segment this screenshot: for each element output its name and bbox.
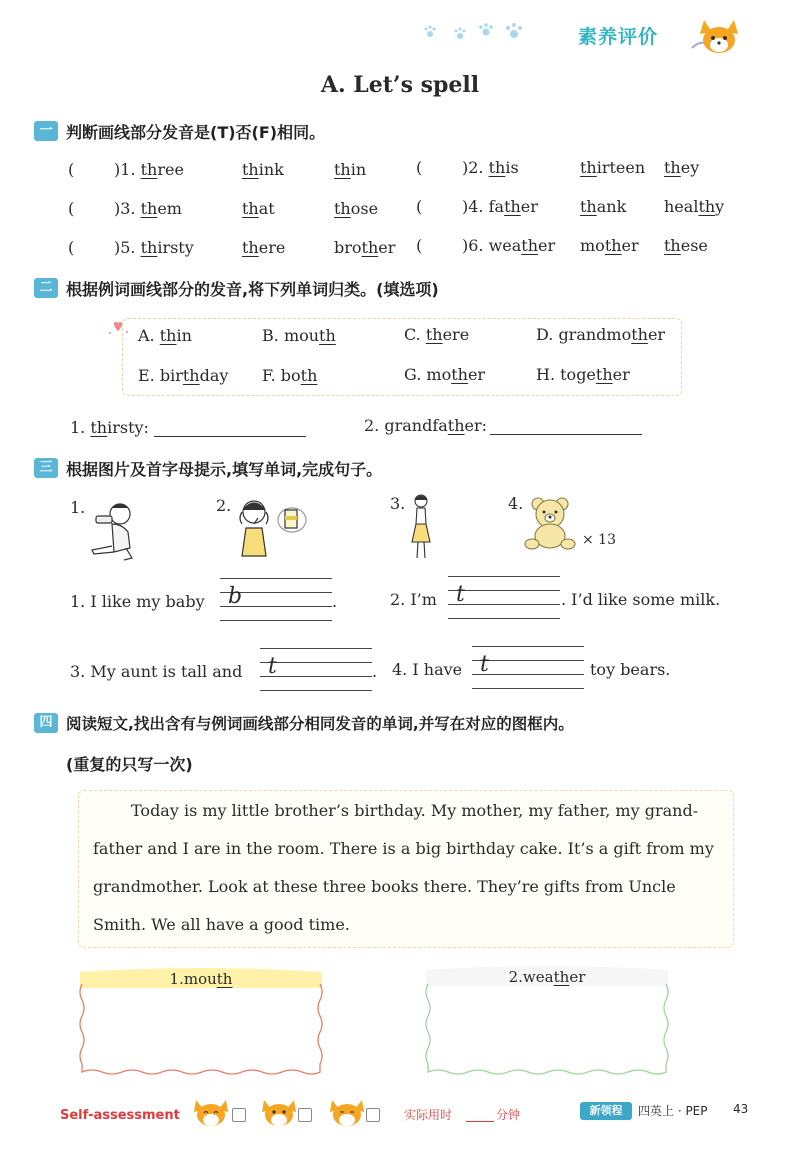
section-4-badge: 四 <box>34 713 58 733</box>
section-1-instruction: 判断画线部分发音是(T)否(F)相同。 <box>66 123 326 142</box>
compare-word: thin <box>334 160 367 179</box>
compare-word: those <box>334 199 379 218</box>
time-used-label: 实际用时 <box>404 1108 453 1122</box>
question-item: )2. this <box>462 158 519 177</box>
question-item: )1. three <box>114 160 184 179</box>
bear-count-label: × 13 <box>582 532 616 548</box>
time-used-blank[interactable] <box>466 1121 494 1122</box>
publisher-badge: 新领程 <box>580 1102 632 1120</box>
compare-word: thank <box>580 197 627 216</box>
fox-face-icon <box>260 1098 298 1128</box>
answer-box-mouth[interactable] <box>76 962 326 1078</box>
teddy-bear-picture <box>524 496 580 552</box>
answer-blank-1[interactable] <box>154 436 306 437</box>
passage-line-2: father and I are in the room. There is a big birthday cake. It’s a gift from my <box>93 839 714 858</box>
answer-paren[interactable]: ( <box>68 160 75 179</box>
answer-paren[interactable]: ( <box>416 236 423 255</box>
section-2-instruction: 根据例词画线部分的发音,将下列单词归类。(填选项) <box>66 280 439 299</box>
classify-question-1: 1. thirsty: <box>70 418 149 437</box>
hint-letter-4: t <box>480 652 489 677</box>
thirsty-girl-picture <box>232 494 308 560</box>
option-b: B. mouth <box>262 326 336 345</box>
answer-paren[interactable]: ( <box>68 199 75 218</box>
grade-label: 四英上 · PEP <box>638 1104 708 1118</box>
fox-face-icon <box>328 1098 366 1128</box>
compare-word: there <box>242 238 286 257</box>
fox-face-icon <box>192 1098 230 1128</box>
picture-number-2: 2. <box>216 496 232 515</box>
classify-question-2: 2. grandfather: <box>364 416 488 435</box>
question-item: )3. them <box>114 199 182 218</box>
section-3-badge: 三 <box>34 458 58 478</box>
box-2-label: 2.weather <box>508 968 586 986</box>
section-4-note: (重复的只写一次) <box>66 755 193 774</box>
passage-line-3: grandmother. Look at these three books there. They’re gifts from Uncle <box>93 877 676 896</box>
compare-word: that <box>242 199 275 218</box>
sentence-4-text: 4. I have <box>392 660 463 679</box>
fox-mascot-icon <box>690 12 742 58</box>
option-d: D. grandmother <box>536 325 666 344</box>
section-3-instruction: 根据图片及首字母提示,填写单词,完成句子。 <box>66 460 383 479</box>
section-1-badge: 一 <box>34 121 58 141</box>
option-c: C. there <box>404 325 470 344</box>
reading-passage <box>78 790 734 948</box>
section-4-instruction: 阅读短文,找出含有与例词画线部分相同发音的单词,并写在对应的图框内。 <box>66 715 574 733</box>
sentence-2-text: 2. I’m <box>390 590 437 609</box>
answer-blank-2[interactable] <box>490 434 642 435</box>
option-g: G. mother <box>404 365 486 384</box>
answer-paren[interactable]: ( <box>416 197 423 216</box>
passage-line-4: Smith. We all have a good time. <box>93 915 350 934</box>
compare-word: these <box>664 236 708 255</box>
box-1-label: 1.mouth <box>169 970 233 988</box>
answer-paren[interactable]: ( <box>68 238 75 257</box>
sentence-3-end: . <box>372 662 378 681</box>
answer-box-weather[interactable] <box>422 962 672 1078</box>
hint-letter-3: t <box>268 654 277 679</box>
sentence-2-end: . I’d like some milk. <box>561 590 721 609</box>
option-e: E. birthday <box>138 366 229 385</box>
compare-word: think <box>242 160 284 179</box>
page-number: 43 <box>733 1102 749 1116</box>
passage-line-1: Today is my little brother’s birthday. My mother, my father, my grand- <box>131 801 699 820</box>
sentence-4-end: toy bears. <box>590 660 671 679</box>
sentence-1-text: 1. I like my baby <box>70 592 205 611</box>
question-number: 1. <box>70 418 91 437</box>
paw-prints-decoration <box>420 20 530 44</box>
option-a: A. thin <box>138 326 192 345</box>
question-number: 2. <box>364 416 385 435</box>
rating-checkbox-1[interactable] <box>232 1108 246 1122</box>
rating-checkbox-2[interactable] <box>298 1108 312 1122</box>
sentence-3-text: 3. My aunt is tall and <box>70 662 243 681</box>
picture-number-4: 4. <box>508 494 524 513</box>
example-word: grandfather <box>384 416 482 435</box>
page-title: A. Let’s spell <box>320 72 480 98</box>
compare-word: healthy <box>664 197 725 216</box>
rating-checkbox-3[interactable] <box>366 1108 380 1122</box>
section-2-badge: 二 <box>34 278 58 298</box>
question-item: )4. father <box>462 197 538 216</box>
tall-aunt-picture <box>406 492 436 562</box>
compare-word: brother <box>334 238 396 257</box>
picture-number-1: 1. <box>70 498 86 517</box>
picture-number-3: 3. <box>390 494 406 513</box>
self-assessment-label: Self-assessment <box>60 1108 180 1123</box>
brand-label: 素养评价 <box>578 26 659 48</box>
option-h: H. together <box>536 365 630 384</box>
thirsty-baby-picture <box>86 496 144 562</box>
question-item: )6. weather <box>462 236 556 255</box>
hint-letter-2: t <box>456 582 465 607</box>
question-item: )5. thirsty <box>114 238 194 257</box>
hint-letter-1: b <box>228 584 243 609</box>
compare-word: mother <box>580 236 639 255</box>
time-unit-label: 分钟 <box>496 1108 521 1122</box>
compare-word: thirteen <box>580 158 646 177</box>
compare-word: they <box>664 158 700 177</box>
answer-paren[interactable]: ( <box>416 158 423 177</box>
sentence-1-end: . <box>332 592 338 611</box>
example-word: thirsty <box>90 418 144 437</box>
option-f: F. both <box>262 366 318 385</box>
